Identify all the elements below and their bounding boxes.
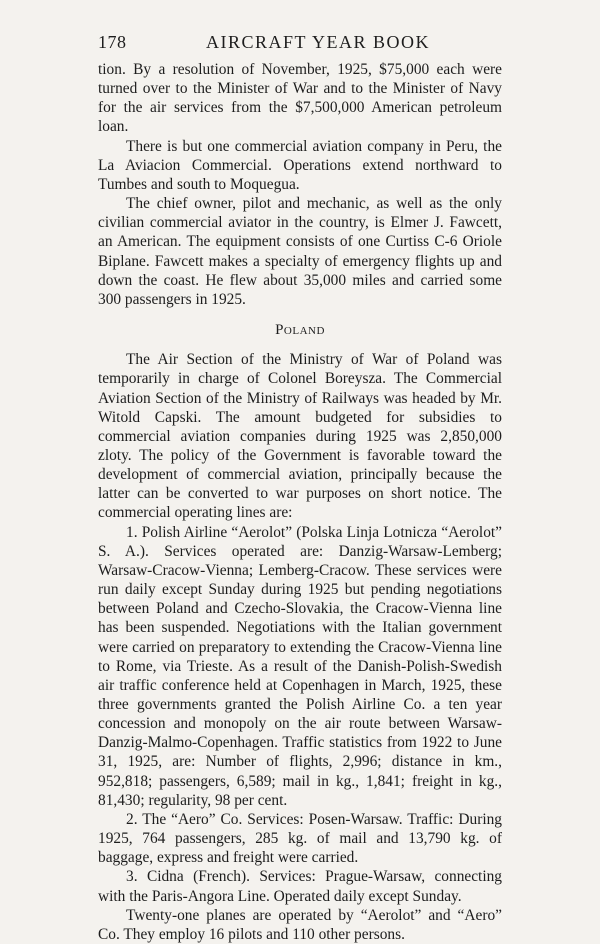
page-number: 178 (98, 32, 127, 52)
paragraph: There is but one commercial aviation company in Peru, the La Aviacion Commercial. Operations extend northward to Tumbes and south to Moquegua. (98, 137, 502, 193)
paragraph: 2. The “Aero” Co. Services: Posen-Warsaw. Traffic: During 1925, 764 passengers, 285 kg. of mail and 13,790 kg. of baggage, express and freight were carried. (98, 810, 502, 867)
paragraph: 3. Cidna (French). Services: Prague-Warsaw, connecting with the Paris-Angora Line. Operated daily except Sunday. (98, 868, 502, 905)
paragraph: Twenty-one planes are operated by “Aerolot” and “Aero” Co. They employ 16 pilots and 110 other persons. (98, 906, 502, 943)
paragraph: The chief owner, pilot and mechanic, as well as the only civilian commercial aviator in the country, is Elmer J. Fawcett, an American. The equipment consists of one Curtiss C-6 Oriole Biplane. Fawcett makes a specialty of emergency flights up and down the coast. He flew about 35,000 miles and carried some 300 passengers in 1925. (98, 195, 502, 308)
body-text (98, 60, 502, 944)
section-heading: Poland (275, 322, 325, 339)
paragraph: tion. By a resolution of November, 1925, $75,000 each were turned over to the Minister of War and to the Minister of Navy for the air services from the $7,500,000 American petroleum loan. (98, 61, 502, 136)
running-title: AIRCRAFT YEAR BOOK (206, 32, 431, 52)
paragraph: 1. Polish Airline “Aerolot” (Polska Linja Lotnicza “Aerolot” S. A.). Services operated are: Danzig-Warsaw-Lemberg; Warsaw-Cracow-Vienna; Lemberg-Cracow. These services were run daily except Sunday during 1925 but pending negotiations between Poland and Czecho-Slovakia, the Cracow-Vienna line has been suspended. Negotiations with the Italian government were carried on preparatory to extending the Cracow-Vienna line to Rome, via Trieste. As a result of the Danish-Polish-Swedish air traffic conference held at Copenhagen in March, 1925, these three governments granted the Polish Airline Co. a ten year concession and monopoly on the air route between Warsaw-Danzig-Malmo-Copenhagen. Traffic statistics from 1922 to June 31, 1925, are: Number of flights, 2,996; distance in km., 952,818; passengers, 6,589; mail in kg., 1,841; freight in kg., 81,430; regularity, 98 per cent. (98, 523, 502, 809)
paragraph: The Air Section of the Ministry of War of Poland was temporarily in charge of Colonel Boreysza. The Commercial Aviation Section of the Ministry of Railways was headed by Mr. Witold Capski. The amount budgeted for subsidies to commercial aviation companies during 1925 was 2,850,000 zloty. The policy of the Government is favorable toward the development of commercial aviation, principally because the latter can be converted to war purposes on short notice. The commercial operating lines are: (98, 351, 502, 522)
page-header (0, 32, 600, 54)
